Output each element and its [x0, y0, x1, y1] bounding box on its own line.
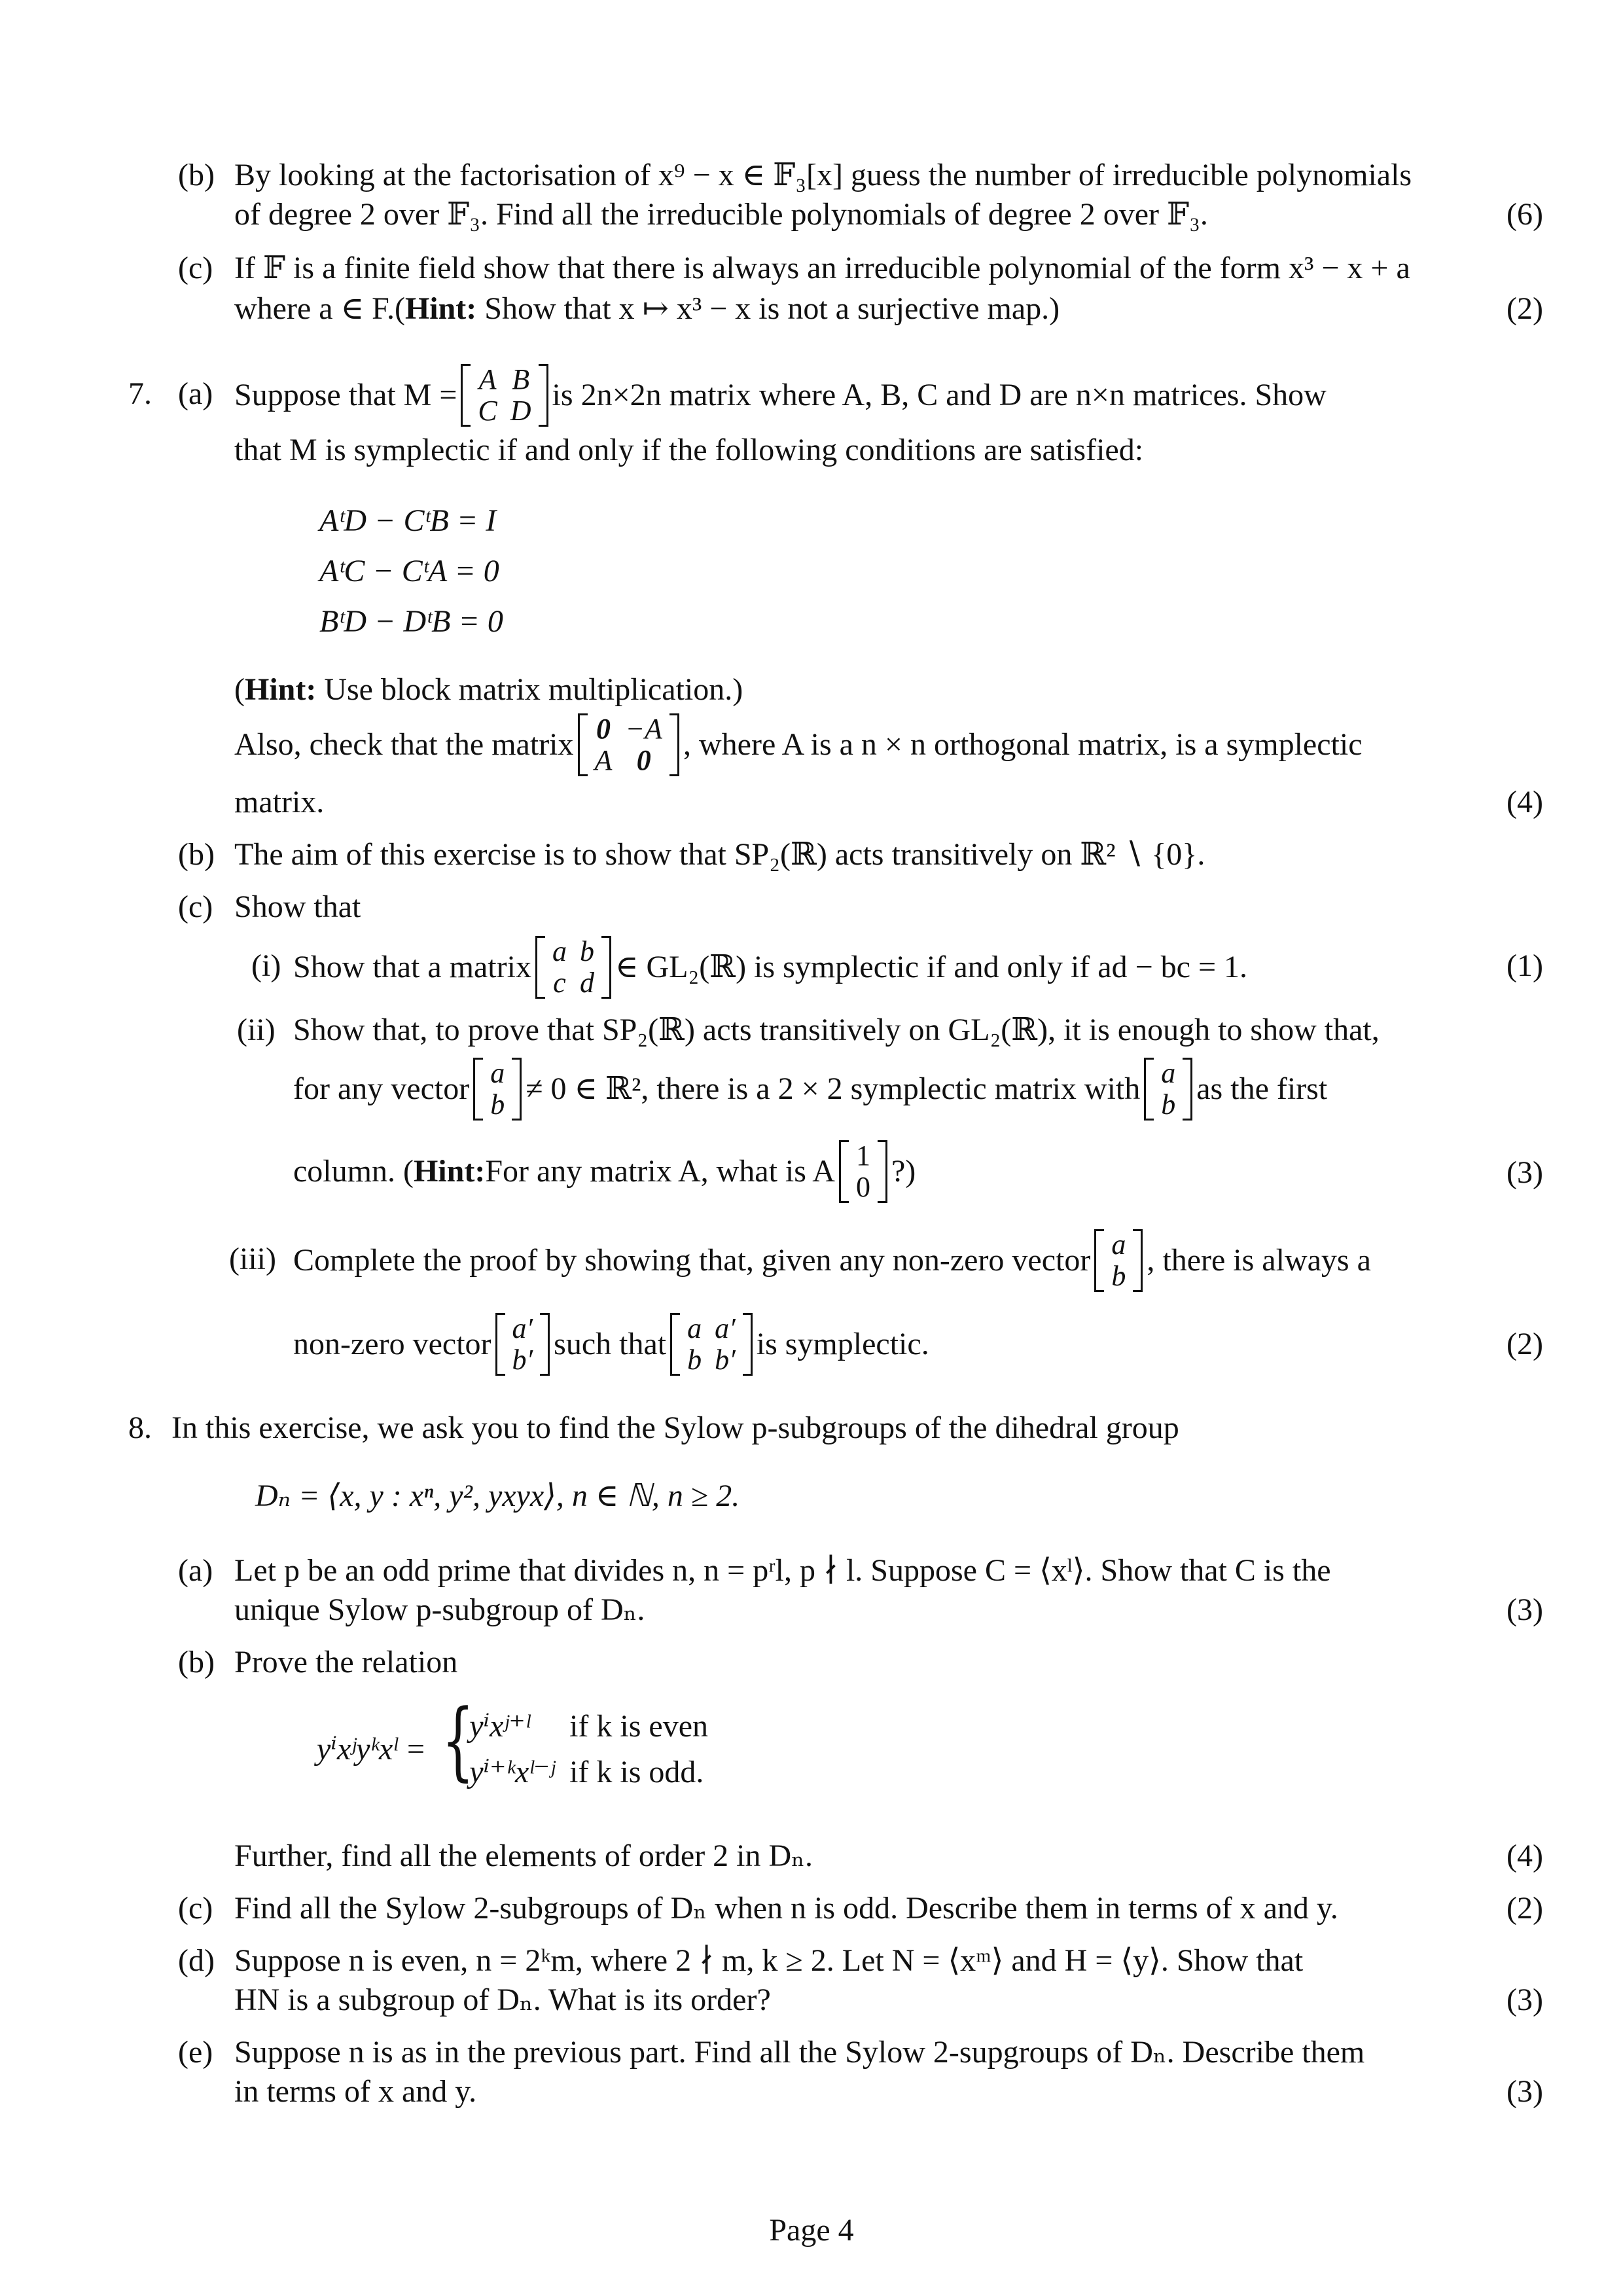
q7cii-line3: [293, 1130, 916, 1213]
condition-1: AᵗD − CᵗB = I: [319, 503, 497, 538]
vector-entry: a′: [512, 1312, 533, 1344]
vector-10: [839, 1140, 887, 1204]
vector-ab-column: [1144, 1058, 1192, 1121]
q7a-hint-text: Use block matrix multiplication.): [316, 672, 743, 707]
case-even-expr: yⁱxʲ⁺ˡ: [469, 1709, 530, 1744]
matrix-entry: b: [579, 935, 594, 967]
left-brace: {: [442, 1691, 474, 1790]
q7a-post: is 2n×2n matrix where A, B, C and D are n×n matrices. Show: [552, 378, 1327, 412]
matrix-entry: B: [512, 363, 530, 395]
vector-entry: a: [1161, 1056, 1176, 1089]
matrix-entry: b: [687, 1344, 702, 1376]
matrix-entry: d: [579, 967, 594, 999]
q7ci-marks: (1): [1507, 948, 1543, 983]
q8d-label: (d): [178, 1943, 215, 1978]
q8e-line2: in terms of x and y.: [234, 2074, 477, 2109]
q7a-also-post: , where A is a n × n orthogonal matrix, is a symplectic: [683, 727, 1363, 762]
vector-entry: a: [490, 1056, 505, 1089]
q7ciii-marks: (2): [1507, 1327, 1543, 1361]
q6c-line2: [234, 289, 1060, 329]
q7a-line2: that M is symplectic if and only if the following conditions are satisfied:: [234, 433, 1144, 467]
q6c-line2-pre: where a ∈ F.(: [234, 291, 405, 326]
case-even-cond: if k is even: [569, 1709, 709, 1744]
vector-entry: b: [490, 1088, 505, 1121]
q7cii-line3-post: ?): [891, 1154, 916, 1189]
q7ciii-line2-pre: non-zero vector: [293, 1327, 491, 1361]
matrix-entry: c: [553, 967, 566, 999]
q7ciii-line2-mid: such that: [554, 1327, 667, 1361]
matrix-entry: a′: [715, 1312, 736, 1344]
matrix-entry: A: [594, 744, 613, 776]
matrix-entry: A: [478, 363, 497, 395]
matrix-entry: −A: [625, 712, 662, 745]
q8a-line1: Let p be an odd prime that divides n, n = pʳl, p ∤ l. Suppose C = ⟨xˡ⟩. Show that C is the: [234, 1553, 1331, 1588]
q7ciii-label: (iii): [229, 1242, 276, 1276]
q6c-hint-label: Hint:: [404, 291, 477, 326]
q7a-also-line2: matrix.: [234, 785, 325, 819]
q8d-line1: Suppose n is even, n = 2ᵏm, where 2 ∤ m, k ≥ 2. Let N = ⟨xᵐ⟩ and H = ⟨y⟩. Show that: [234, 1943, 1304, 1978]
q6b-marks: (6): [1507, 197, 1543, 232]
matrix-entry: a: [687, 1312, 702, 1344]
case-odd-cond: if k is odd.: [569, 1755, 704, 1789]
q7cii-line3-mid: For any matrix A, what is A: [485, 1154, 835, 1189]
q8b-marks: (4): [1507, 1839, 1543, 1873]
q7a-also-pre: Also, check that the matrix: [234, 727, 574, 762]
condition-3: BᵗD − DᵗB = 0: [319, 603, 503, 639]
matrix-a-aprime-b-bprime: [670, 1313, 753, 1376]
q6c-marks: (2): [1507, 291, 1543, 326]
q7a-pre: Suppose that M =: [234, 378, 457, 412]
matrix-entry: 0: [636, 744, 651, 776]
q7a-label: (a): [178, 376, 213, 411]
q7a-marks: (4): [1507, 785, 1543, 819]
q8e-label: (e): [178, 2035, 213, 2070]
q7ci-label: (i): [251, 948, 281, 983]
matrix-entry: 0: [596, 712, 611, 745]
q7ciii-line1-post: , there is always a: [1147, 1243, 1371, 1278]
q8a-label: (a): [178, 1553, 213, 1588]
matrix-entry: D: [510, 395, 531, 427]
matrix-entry: a: [552, 935, 567, 967]
vector-entry: b: [1111, 1260, 1126, 1292]
q7-number: 7.: [128, 376, 152, 411]
relation-cases: [442, 1691, 722, 1796]
q7ci-pre: Show that a matrix: [293, 950, 531, 984]
q7b-label: (b): [178, 837, 215, 872]
q7ciii-line1: [293, 1219, 1371, 1302]
vector-entry: b: [1161, 1088, 1176, 1121]
q8e-line1: Suppose n is as in the previous part. Find all the Sylow 2-supgroups of Dₙ. Describe them: [234, 2035, 1365, 2070]
q7a-hint: (Hint: Use block matrix multiplication.): [234, 672, 743, 707]
q8c-text: Find all the Sylow 2-subgroups of Dₙ when n is odd. Describe them in terms of x and y.: [234, 1891, 1338, 1926]
q8d-line2: HN is a subgroup of Dₙ. What is its order?: [234, 1982, 771, 2017]
q7b-text: The aim of this exercise is to show that SP₂(ℝ) acts transitively on ℝ² ∖ {0}.: [234, 837, 1205, 872]
q6b-label: (b): [178, 158, 215, 192]
q7ciii-line2-post: is symplectic.: [756, 1327, 929, 1361]
q8b-label: (b): [178, 1645, 215, 1679]
vector-ab: [473, 1058, 522, 1121]
q7cii-line1: Show that, to prove that SP₂(ℝ) acts transitively on GL₂(ℝ), it is enough to show that,: [293, 1013, 1380, 1047]
q7cii-line2-mid: ≠ 0 ∈ ℝ², there is a 2 × 2 symplectic matrix with: [526, 1071, 1141, 1106]
q7ciii-line1-pre: Complete the proof by showing that, given any non-zero vector: [293, 1243, 1091, 1278]
q7a-line1: [234, 353, 1327, 437]
q7cii-line2: [293, 1047, 1327, 1131]
q8a-line2: unique Sylow p-subgroup of Dₙ.: [234, 1592, 645, 1627]
nonzero-vector-ab: [1094, 1229, 1143, 1293]
q7cii-hint-label: Hint:: [413, 1154, 486, 1189]
q8b-text: Prove the relation: [234, 1645, 458, 1679]
vector-entry: 1: [855, 1139, 870, 1172]
symplectic-conditions: [319, 496, 503, 647]
q7ciii-line2: [293, 1302, 929, 1386]
q7a-also-line: [234, 703, 1363, 787]
q7ci-line: [293, 925, 1247, 1009]
q8c-marks: (2): [1507, 1891, 1543, 1926]
q6c-label: (c): [178, 251, 213, 285]
q7cii-label: (ii): [237, 1013, 276, 1047]
q6b-line2: of degree 2 over 𝔽₃. Find all the irreducible polynomials of degree 2 over 𝔽₃.: [234, 197, 1208, 232]
matrix-entry: b′: [715, 1344, 736, 1376]
q6c-line2-post: Show that x ↦ x³ − x is not a surjective map.): [476, 291, 1060, 326]
q8-number: 8.: [128, 1410, 152, 1445]
q6b-line1: By looking at the factorisation of x⁹ − x ∈ 𝔽₃[x] guess the number of irreducible polynomials: [234, 158, 1412, 192]
page-number: Page 4: [769, 2213, 854, 2248]
q8d-marks: (3): [1507, 1982, 1543, 2017]
q8e-marks: (3): [1507, 2074, 1543, 2109]
q7cii-line2-post: as the first: [1196, 1071, 1328, 1106]
q7cii-line3-pre: column. (: [293, 1154, 414, 1189]
q7ci-post: ∈ GL₂(ℝ) is symplectic if and only if ad − bc = 1.: [615, 950, 1248, 984]
vector-a-prime-b-prime: [495, 1313, 550, 1376]
q7cii-line2-pre: for any vector: [293, 1071, 470, 1106]
q8c-label: (c): [178, 1891, 213, 1926]
vector-entry: b′: [512, 1344, 533, 1376]
matrix-entry: C: [478, 395, 497, 427]
dihedral-group-definition: Dₙ = ⟨x, y : xⁿ, y², yxyx⟩, n ∈ ℕ, n ≥ 2.: [255, 1479, 740, 1513]
case-odd-expr: yⁱ⁺ᵏxˡ⁻ʲ: [469, 1755, 556, 1789]
condition-2: AᵗC − CᵗA = 0: [319, 553, 499, 588]
relation-display: [317, 1691, 722, 1796]
q7cii-marks: (3): [1507, 1155, 1543, 1190]
q7c-label: (c): [178, 889, 213, 924]
vector-entry: a: [1111, 1228, 1126, 1261]
q7a-hint-label: Hint:: [244, 672, 317, 707]
q6c-line1: If 𝔽 is a finite field show that there is always an irreducible polynomial of the form x³ − x + a: [234, 251, 1410, 285]
vector-entry: 0: [855, 1171, 870, 1203]
orthogonal-block-matrix: [578, 713, 679, 777]
q8b-further: Further, find all the elements of order 2 in Dₙ.: [234, 1839, 813, 1873]
relation-lhs: yⁱxʲyᵏxˡ =: [317, 1732, 427, 1767]
q8-intro: In this exercise, we ask you to find the Sylow p-subgroups of the dihedral group: [171, 1410, 1179, 1445]
q7c-text: Show that: [234, 889, 361, 924]
q8a-marks: (3): [1507, 1592, 1543, 1627]
block-matrix-M: [461, 364, 548, 427]
matrix-abcd: [535, 936, 611, 999]
